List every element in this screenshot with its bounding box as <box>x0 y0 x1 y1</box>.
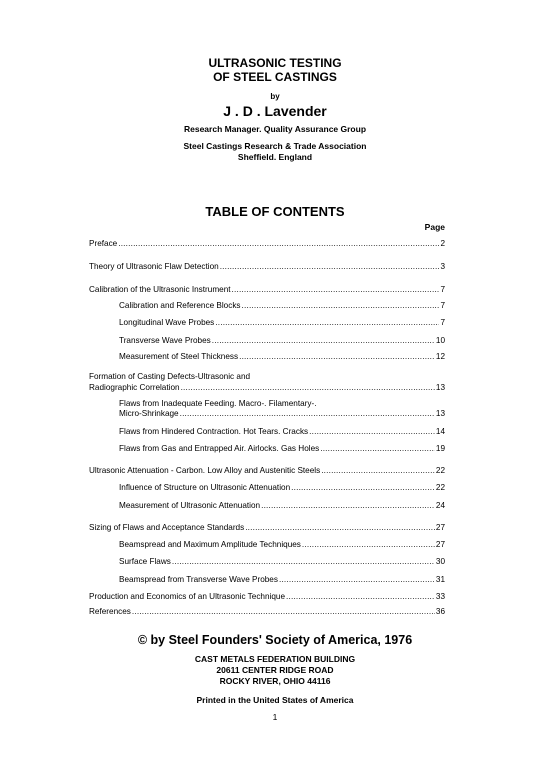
toc-entry: Preface ..... 2 <box>89 239 445 249</box>
toc-heading: TABLE OF CONTENTS <box>205 204 345 219</box>
address-line-1: CAST METALS FEDERATION BUILDING <box>194 654 356 664</box>
address-line-2: 20611 CENTER RIDGE ROAD <box>216 665 334 675</box>
toc-subentry: Beamspread and Maximum Amplitude Techniques ..... 27 <box>119 540 445 550</box>
address-line-3: ROCKY RIVER, OHIO 44116 <box>219 676 331 686</box>
byline-by: by <box>270 92 280 101</box>
toc-entry: References ..... 36 <box>89 607 445 617</box>
toc-subentry: Measurement of Steel Thickness ..... 12 <box>119 352 445 362</box>
toc-subentry: Beamspread from Transverse Wave Probes ..... 31 <box>119 575 445 585</box>
toc-entry: Sizing of Flaws and Acceptance Standards ..... 27 <box>89 523 445 533</box>
title-line-1: ULTRASONIC TESTING <box>208 56 342 70</box>
toc-entry: Ultrasonic Attenuation - Carbon. Low Alloy and Austenitic Steels ..... 22 <box>89 466 445 476</box>
author-name: J . D . Lavender <box>223 103 327 119</box>
title-line-2: OF STEEL CASTINGS <box>213 70 337 84</box>
toc-subentry: Micro-Shrinkage ..... 13 <box>119 409 445 419</box>
toc-subentry: Surface Flaws ..... 30 <box>119 557 445 567</box>
toc-entry-continuation: Formation of Casting Defects-Ultrasonic and <box>89 372 251 381</box>
toc-subentry: Longitudinal Wave Probes ..... 7 <box>119 318 445 328</box>
page-number: 1 <box>272 712 278 722</box>
toc-entry: Calibration of the Ultrasonic Instrument ..... 7 <box>89 285 445 295</box>
toc-subentry: Measurement of Ultrasonic Attenuation ..... 24 <box>119 501 445 511</box>
toc-subentry: Transverse Wave Probes ..... 10 <box>119 336 445 346</box>
toc-subentry: Calibration and Reference Blocks ..... 7 <box>119 301 445 311</box>
location: Sheffield. England <box>237 152 313 162</box>
toc-subentry: Flaws from Hindered Contraction. Hot Tears. Cracks ..... 14 <box>119 427 445 437</box>
author-role: Research Manager. Quality Assurance Group <box>183 124 367 134</box>
toc-subentry-continuation: Flaws from Inadequate Feeding. Macro-. Filamentary-. <box>119 399 317 408</box>
organization: Steel Castings Research & Trade Association <box>183 141 367 151</box>
toc-page-label: Page <box>424 222 445 232</box>
toc-subentry: Flaws from Gas and Entrapped Air. Airlocks. Gas Holes ..... 19 <box>119 444 445 454</box>
toc-entry: Radiographic Correlation ..... 13 <box>89 383 445 393</box>
printed-note: Printed in the United States of America <box>196 695 354 705</box>
toc-subentry: Influence of Structure on Ultrasonic Attenuation ..... 22 <box>119 483 445 493</box>
copyright-line: © by Steel Founders' Society of America, 1976 <box>137 633 413 647</box>
toc-entry: Theory of Ultrasonic Flaw Detection ..... 3 <box>89 262 445 272</box>
toc-entry: Production and Economics of an Ultrasonic Technique ..... 33 <box>89 592 445 602</box>
